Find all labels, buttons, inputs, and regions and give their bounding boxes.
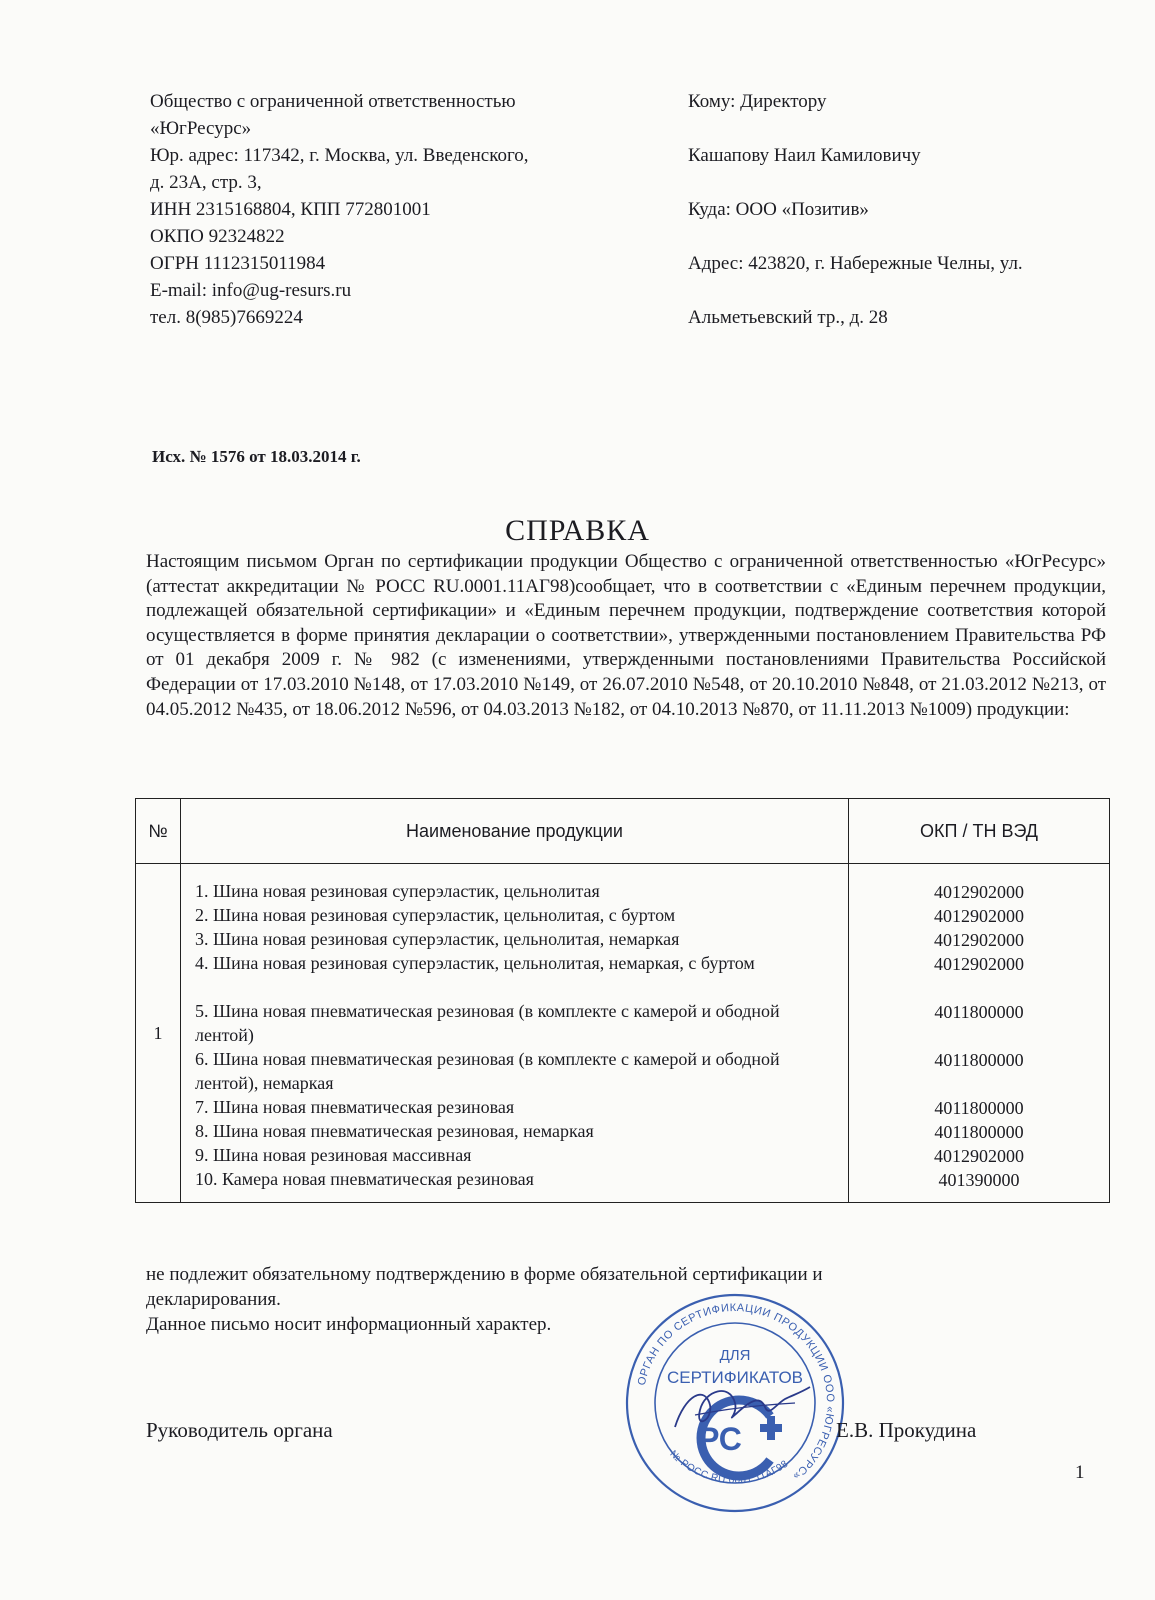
- recipient-line: Альметьевский тр., д. 28: [688, 307, 888, 328]
- product-code: 4011800000: [934, 1050, 1024, 1070]
- sender-line: Общество с ограниченной ответственностью: [150, 91, 516, 112]
- sender-line: Юр. адрес: 117342, г. Москва, ул. Введенского,: [150, 145, 529, 166]
- product-names-cell: [181, 864, 849, 1203]
- footer-text: [146, 1262, 1046, 1337]
- svg-text:РС: РС: [698, 1421, 742, 1457]
- sender-line: тел. 8(985)7669224: [150, 307, 303, 328]
- product-code: 4011800000: [934, 1122, 1024, 1142]
- product-code: 4012902000: [934, 1146, 1024, 1166]
- table-header-row: [136, 799, 1110, 864]
- table-row: [136, 864, 1110, 1203]
- footer-line: не подлежит обязательному подтверждению в форме обязательной сертификации и: [146, 1264, 823, 1285]
- outgoing-number: Исх. № 1576 от 18.03.2014 г.: [152, 447, 361, 466]
- product-code: 4011800000: [934, 1002, 1024, 1022]
- stamp-ring-text: ОРГАН ПО СЕРТИФИКАЦИИ ПРОДУКЦИИ ООО «ЮГРЕСУРС»: [635, 1301, 837, 1483]
- header-number: №: [136, 799, 181, 864]
- stamp-center-line: ДЛЯ: [719, 1347, 751, 1364]
- product-code: 4012902000: [934, 882, 1024, 902]
- header-code: ОКП / ТН ВЭД: [849, 799, 1110, 864]
- product-item: 7. Шина новая пневматическая резиновая: [195, 1097, 515, 1117]
- product-item: 5. Шина новая пневматическая резиновая (в комплекте с камерой и ободной лентой): [195, 1001, 780, 1045]
- product-code: 4012902000: [934, 954, 1024, 974]
- product-codes-cell: [849, 864, 1110, 1203]
- recipient-line: Куда: ООО «Позитив»: [688, 199, 869, 220]
- signature-icon: [665, 1365, 815, 1445]
- product-code: 4011800000: [934, 1098, 1024, 1118]
- product-code: 4012902000: [934, 930, 1024, 950]
- product-code: 401390000: [938, 1170, 1020, 1190]
- sender-line: «ЮгРесурс»: [150, 118, 252, 139]
- product-item: 10. Камера новая пневматическая резиновая: [195, 1169, 534, 1189]
- product-item: 4. Шина новая резиновая суперэластик, цельнолитая, немаркая, с буртом: [195, 953, 755, 973]
- recipient-line: Кому: Директору: [688, 91, 827, 112]
- product-item: 6. Шина новая пневматическая резиновая (в комплекте с камерой и ободной лентой), немаркая: [195, 1049, 780, 1093]
- stamp-bottom-text: № РОСС RU.0001.11АГ98: [667, 1448, 791, 1487]
- sender-line: ИНН 2315168804, КПП 772801001: [150, 199, 431, 220]
- signatory-name: Е.В. Прокудина: [836, 1418, 977, 1442]
- sender-block: [150, 88, 620, 331]
- product-code: 4012902000: [934, 906, 1024, 926]
- product-item: 8. Шина новая пневматическая резиновая, немаркая: [195, 1121, 594, 1141]
- document-title: СПРАВКА: [505, 514, 650, 547]
- body-paragraph: Настоящим письмом Орган по сертификации продукции Общество с ограниченной ответственностью «ЮгРесурс» (аттестат аккредитации № РОСС RU.0001.11АГ98)сообщает, что в соответствии с «Единым перечнем продукции, подлежащей обязательной сертификации» и «Единым перечнем продукции, подтверждение соответствия которой осуществляется в форме принятия декларации о соответствии», утвержденными постановлением Правительства РФ от 01 декабря 2009 г. № 982 (с изменениями, утвержденными постановлениями Правительства Российской Федерации от 17.03.2010 №148, от 17.03.2010 №149, от 26.07.2010 №548, от 20.10.2010 №848, от 21.03.2012 №213, от 04.05.2012 №435, от 18.06.2012 №596, от 04.03.2013 №182, от 04.10.2013 №870, от 11.11.2013 №1009) продукции:: [146, 551, 1106, 720]
- products-table: [135, 798, 1110, 1203]
- stamp-center-line: СЕРТИФИКАТОВ: [666, 1368, 804, 1387]
- product-item: 3. Шина новая резиновая суперэластик, цельнолитая, немаркая: [195, 929, 680, 949]
- product-item: 2. Шина новая резиновая суперэластик, цельнолитая, с буртом: [195, 905, 676, 925]
- product-item: 1. Шина новая резиновая суперэластик, цельнолитая: [195, 881, 600, 901]
- row-number: 1: [136, 864, 181, 1203]
- signatory-role: Руководитель органа: [146, 1418, 333, 1442]
- page-number: 1: [1075, 1462, 1085, 1483]
- sender-line: д. 23А, стр. 3,: [150, 172, 262, 193]
- recipient-line: Кашапову Наил Камиловичу: [688, 145, 921, 166]
- sender-line: ОГРН 1112315011984: [150, 253, 326, 274]
- product-item: 9. Шина новая резиновая массивная: [195, 1145, 472, 1165]
- sender-line: ОКПО 92324822: [150, 226, 285, 247]
- sender-line: E-mail: info@ug-resurs.ru: [150, 280, 352, 301]
- recipient-line: Адрес: 423820, г. Набережные Челны, ул.: [688, 253, 1023, 274]
- footer-line: декларирования.: [146, 1289, 281, 1310]
- footer-line: Данное письмо носит информационный характер.: [146, 1314, 552, 1335]
- header-product-name: Наименование продукции: [181, 799, 849, 864]
- recipient-block: [688, 88, 1118, 358]
